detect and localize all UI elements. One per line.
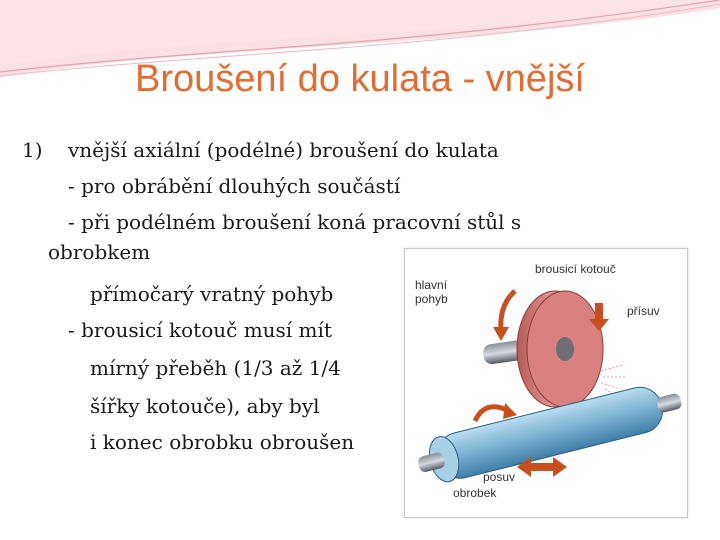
label-workpiece: obrobek bbox=[453, 486, 497, 500]
grinding-diagram bbox=[405, 249, 687, 517]
label-main-motion-1: hlavní bbox=[415, 278, 448, 292]
text-line: přímočarý vratný pohyb bbox=[90, 282, 334, 306]
slide-title: Broušení do kulata - vnější bbox=[135, 58, 585, 100]
text-line: - při podélném broušení koná pracovní stůl s bbox=[68, 210, 522, 234]
label-feed: posuv bbox=[483, 470, 516, 484]
text-line: - pro obrábění dlouhých součástí bbox=[68, 174, 401, 198]
text-line: mírný přeběh (1/3 až 1/4 bbox=[90, 356, 341, 380]
grinding-illustration bbox=[404, 248, 688, 518]
text-line: - brousicí kotouč musí mít bbox=[68, 318, 332, 342]
list-heading: vnější axiální (podélné) broušení do kulata bbox=[68, 138, 499, 162]
label-grinding-wheel: brousicí kotouč bbox=[535, 262, 616, 276]
text-line: obrobkem bbox=[48, 240, 151, 264]
list-number: 1) bbox=[22, 138, 43, 162]
label-main-motion-2: pohyb bbox=[415, 292, 448, 306]
text-line: i konec obrobku obroušen bbox=[90, 430, 355, 454]
text-line: šířky kotouče), aby byl bbox=[90, 394, 320, 418]
label-infeed: přísuv bbox=[627, 304, 660, 318]
